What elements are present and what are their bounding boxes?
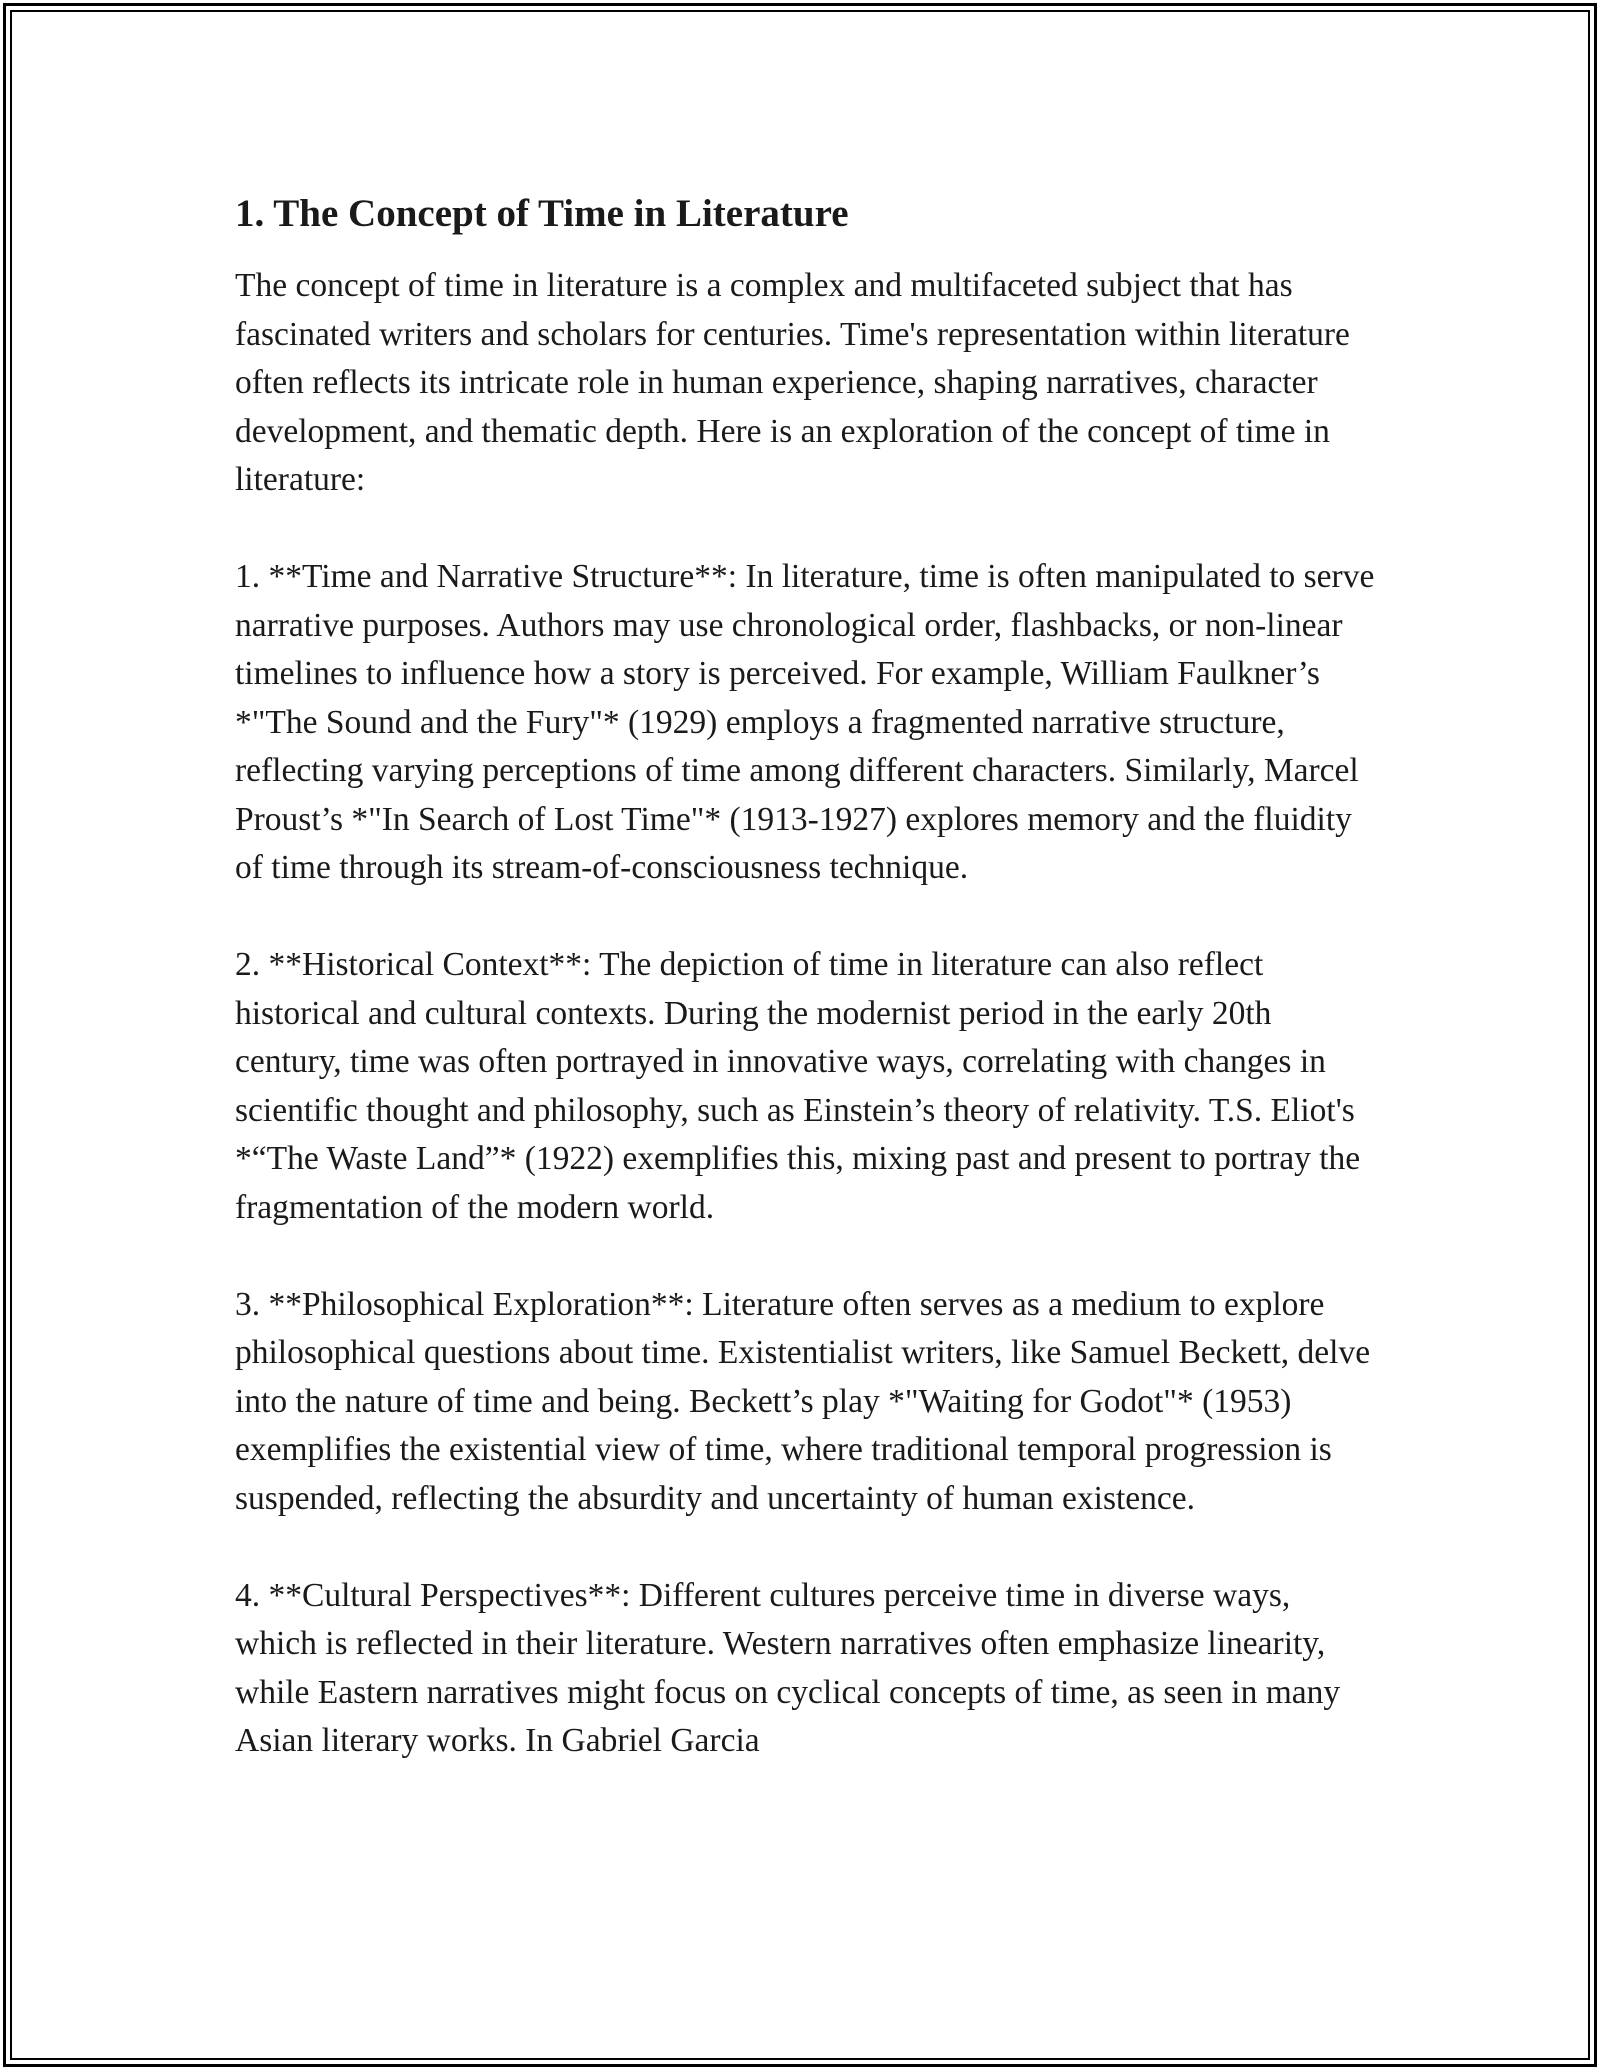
document-body [235, 186, 1375, 1814]
paragraph-narrative-structure: 1. **Time and Narrative Structure**: In literature, time is often manipulated to serve narrative purposes. Authors may use chronological order, flashbacks, or non-linear timelines to influence how a story is perceived. For example, William Faulkner’s *"The Sound and the Fury"* (1929) employs a fragmented narrative structure, reflecting varying perceptions of time among different characters. Similarly, Marcel Proust’s *"In Search of Lost Time"* (1913-1927) explores memory and the fluidity of time through its stream-of-consciousness technique. [235, 558, 1375, 886]
paragraph-cultural-perspectives: 4. **Cultural Perspectives**: Different cultures perceive time in diverse ways, which is reflected in their literature. Western narratives often emphasize linearity, while Eastern narratives might focus on cyclical concepts of time, as seen in many Asian literary works. In Gabriel Garcia [235, 1576, 1341, 1759]
section-heading: 1. The Concept of Time in Literature [235, 192, 849, 235]
paragraph-philosophical-exploration: 3. **Philosophical Exploration**: Literature often serves as a medium to explore philosophical questions about time. Existentialist writers, like Samuel Beckett, delve into the nature of time and being. Beckett’s play *"Waiting for Godot"* (1953) exemplifies the existential view of time, where traditional temporal progression is suspended, reflecting the absurdity and uncertainty of human existence. [235, 1285, 1371, 1517]
paragraph-historical-context: 2. **Historical Context**: The depiction of time in literature can also reflect historical and cultural contexts. During the modernist period in the early 20th century, time was often portrayed in innovative ways, correlating with changes in scientific thought and philosophy, such as Einstein’s theory of relativity. T.S. Eliot's *“The Waste Land”* (1922) exemplifies this, mixing past and present to portray the fragmentation of the modern world. [235, 946, 1361, 1226]
intro-paragraph: The concept of time in literature is a complex and multifaceted subject that has fascinated writers and scholars for centuries. Time's representation within literature often reflects its intricate role in human experience, shaping narratives, character development, and thematic depth. Here is an exploration of the concept of time in literature: [235, 267, 1350, 498]
